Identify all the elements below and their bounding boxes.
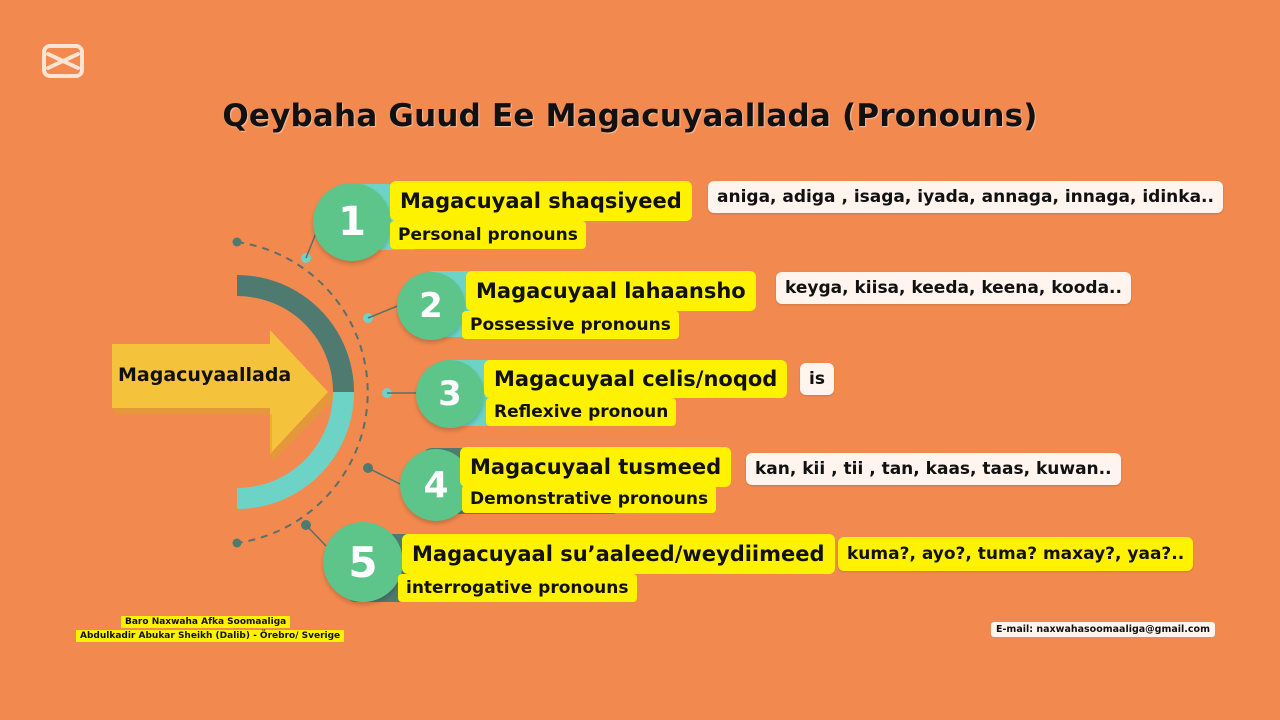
item-example-2: keyga, kiisa, keeda, keena, kooda.. [776,272,1131,304]
item-label-3: Magacuyaal celis/noqod [484,360,787,398]
item-sub-5: interrogative pronouns [398,574,637,602]
item-sub-3: Reflexive pronoun [486,398,676,426]
credit-line-2: Abdulkadir Abukar Sheikh (Dalib) - Örebro/ Sverige [76,630,344,642]
item-number-4: 4 [400,449,472,521]
item-number-5: 5 [323,522,403,602]
item-label-5: Magacuyaal su’aaleed/weydiimeed [402,534,835,574]
arc-end-dot-top [233,238,242,247]
item-label-4: Magacuyaal tusmeed [460,447,731,487]
item-sub-4: Demonstrative pronouns [462,485,716,513]
item-sub-1: Personal pronouns [390,221,586,249]
page-title: Qeybaha Guud Ee Magacuyaallada (Pronouns) [222,98,1038,134]
item-example-4: kan, kii , tii , tan, kaas, taas, kuwan.. [746,453,1121,485]
item-example-3: is [800,363,834,395]
item-example-5: kuma?, ayo?, tuma? maxay?, yaa?.. [838,537,1193,571]
arc-end-dot-bottom [233,539,242,548]
credit-line-1: Baro Naxwaha Afka Soomaaliga [121,616,290,628]
item-number-1: 1 [313,183,391,261]
item-example-1: aniga, adiga , isaga, iyada, annaga, innaga, idinka.. [708,181,1223,213]
item-number-3: 3 [416,360,484,428]
item-label-2: Magacuyaal lahaansho [466,271,756,311]
center-label: Magacuyaallada [118,364,292,386]
email-label: E-mail: naxwahasoomaaliga@gmail.com [991,622,1215,637]
item-label-1: Magacuyaal shaqsiyeed [390,181,692,221]
item-sub-2: Possessive pronouns [462,311,679,339]
item-number-2: 2 [397,272,465,340]
